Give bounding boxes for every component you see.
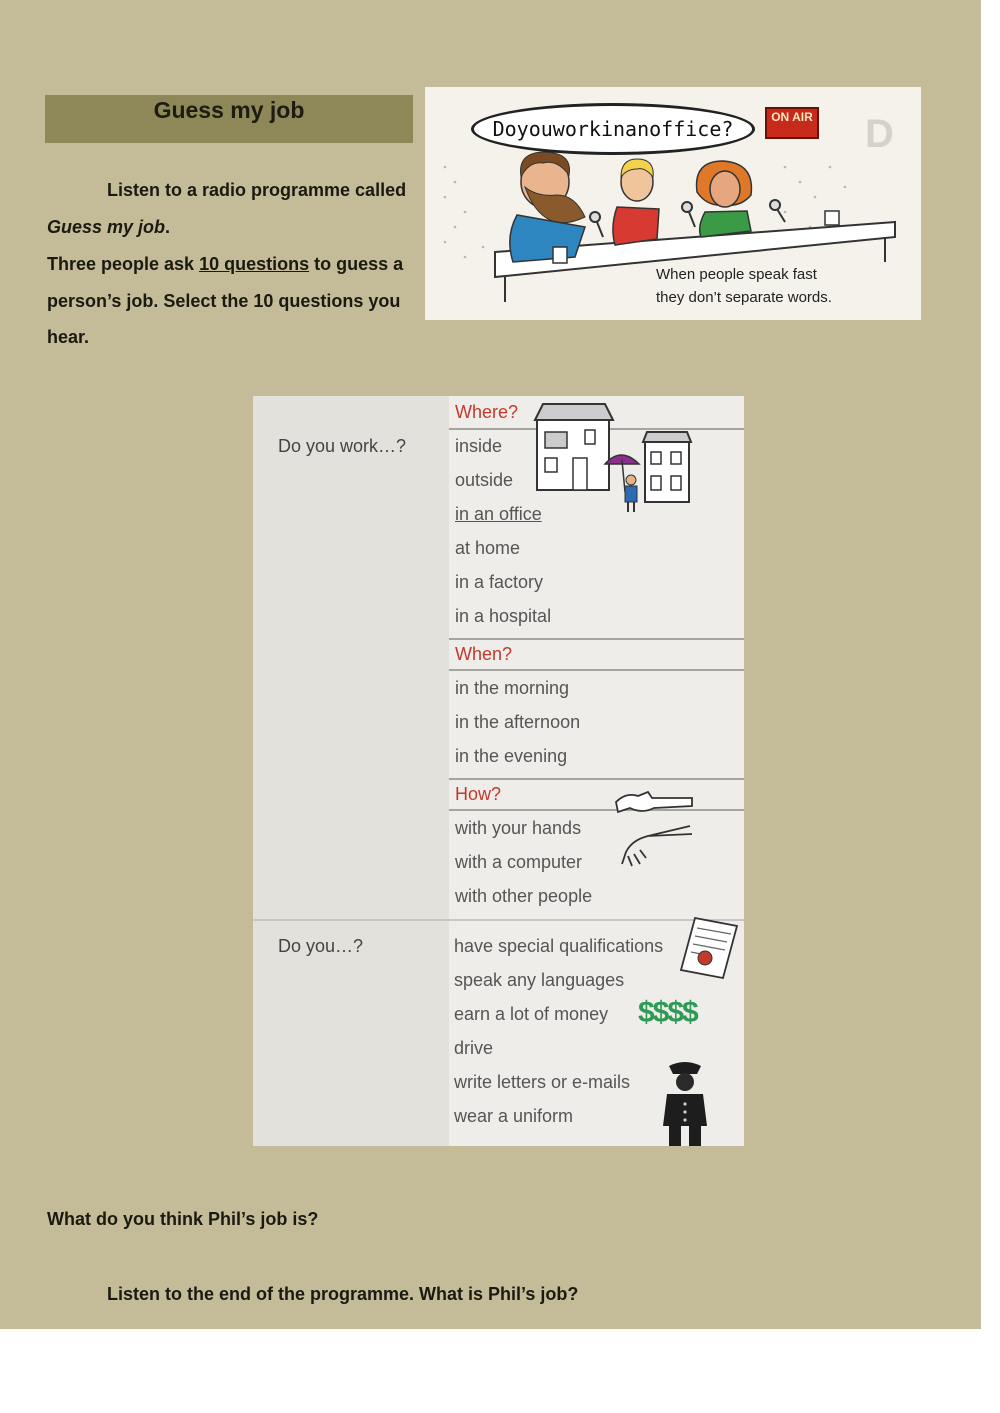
how-item: with your hands <box>455 818 582 838</box>
certificate-icon <box>675 912 743 982</box>
intro-line-3-start: Three people ask <box>47 254 200 274</box>
do-item: drive <box>454 1038 494 1058</box>
how-rule-top <box>449 778 744 780</box>
listen-end-question: Listen to the end of the programme. What is Phil’s job? <box>107 1284 579 1304</box>
page-title: Guess my job <box>153 97 305 123</box>
title-banner <box>45 95 413 143</box>
how-item: with a computer <box>455 852 583 872</box>
do-item: speak any languages <box>454 970 625 990</box>
caption-line-2: they don’t separate words. <box>656 289 832 306</box>
question-count: 10 questions <box>199 254 310 274</box>
caption-line-1: When people speak fast <box>656 266 817 283</box>
when-item: in the evening <box>455 746 568 766</box>
do-item: have special qualifications <box>454 936 664 956</box>
where-item: in an office <box>455 504 542 524</box>
cartoon-caption <box>656 263 832 309</box>
do-you-work-label: Do you work…? <box>278 436 407 456</box>
programme-name: Guess my job <box>47 217 166 237</box>
panel-left-column <box>253 396 449 1146</box>
where-item: in a factory <box>455 572 544 592</box>
hands-icon <box>608 786 703 868</box>
houses-icon <box>533 402 703 517</box>
where-item: at home <box>455 538 521 558</box>
on-air-sign: ON AIR <box>765 107 819 139</box>
radio-show-cartoon <box>425 87 921 320</box>
intro-line-4: person’s job. Select the 10 questions you <box>47 291 401 311</box>
when-item: in the morning <box>455 678 570 698</box>
do-item: write letters or e-mails <box>454 1072 631 1092</box>
intro-line-1: Listen to a radio programme called <box>107 180 407 200</box>
intro-line-3 <box>47 254 403 275</box>
where-item: inside <box>455 436 503 456</box>
money-symbols: $$$$ <box>638 996 697 1029</box>
speech-bubble: Doyouworkinanoffice? <box>471 103 755 155</box>
do-you-label: Do you…? <box>278 936 364 956</box>
question-vocabulary-panel <box>253 396 744 1146</box>
how-item: with other people <box>455 886 593 906</box>
where-header: Where? <box>455 402 519 422</box>
when-header: When? <box>455 644 513 664</box>
police-officer-icon <box>653 1058 719 1146</box>
where-item: in a hospital <box>455 606 552 626</box>
intro-line-2 <box>47 217 170 238</box>
how-header: How? <box>455 784 502 804</box>
svg-text:D: D <box>865 112 894 156</box>
do-item: wear a uniform <box>454 1106 574 1126</box>
when-rule-top <box>449 638 744 640</box>
intro-line-5: hear. <box>47 327 90 347</box>
intro-period: . <box>165 217 171 237</box>
when-rule-bottom <box>449 669 744 671</box>
do-item: earn a lot of money <box>454 1004 609 1024</box>
intro-line-3-end: to guess a <box>309 254 404 274</box>
section-divider <box>253 919 744 921</box>
guess-job-question: What do you think Phil’s job is? <box>47 1209 319 1229</box>
where-item: outside <box>455 470 514 490</box>
when-item: in the afternoon <box>455 712 581 732</box>
